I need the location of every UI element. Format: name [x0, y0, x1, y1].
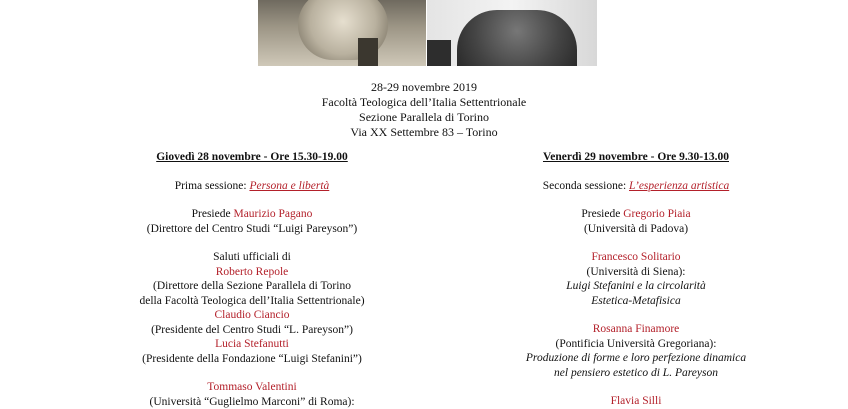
- greeting-3-role: (Presidente della Fondazione “Luigi Stefanini”): [80, 352, 424, 367]
- portrait-photo-left: [258, 0, 426, 66]
- day1-session-prefix: Prima sessione:: [175, 180, 250, 192]
- venue-line-1: Facoltà Teologica dell’Italia Settentrionale: [0, 95, 848, 110]
- greeting-1-role-b: della Facoltà Teologica dell’Italia Settentrionale): [80, 294, 424, 309]
- portrait-photo-right: [427, 0, 597, 66]
- day2-chair-role: (Università di Padova): [486, 222, 786, 237]
- day2-heading: Venerdì 29 novembre - Ore 9.30-13.00: [486, 150, 786, 165]
- venue-address: Via XX Settembre 83 – Torino: [0, 125, 848, 140]
- day1-chair-name: Maurizio Pagano: [233, 208, 312, 220]
- event-date: 28-29 novembre 2019: [0, 80, 848, 95]
- header-photos: [0, 0, 848, 66]
- day1-greetings-label: Saluti ufficiali di: [80, 250, 424, 265]
- day2-speaker-1-name: Francesco Solitario: [486, 250, 786, 265]
- greeting-2-name: Claudio Ciancio: [80, 308, 424, 323]
- day1-chair-prefix: Presiede: [192, 208, 234, 220]
- day2-session: [486, 179, 786, 194]
- program-day-1: [80, 150, 424, 409]
- day2-session-title: L’esperienza artistica: [629, 180, 729, 192]
- day1-heading: Giovedì 28 novembre - Ore 15.30-19.00: [80, 150, 424, 165]
- day2-speaker-1-affiliation: (Università di Siena):: [486, 265, 786, 280]
- greeting-1-role-a: (Direttore della Sezione Parallela di Torino: [80, 279, 424, 294]
- day1-speaker-1-affiliation: (Università “Guglielmo Marconi” di Roma):: [80, 395, 424, 409]
- day2-speaker-2-affiliation: (Pontificia Università Gregoriana):: [486, 337, 786, 352]
- day1-chair-role: (Direttore del Centro Studi “Luigi Pareyson”): [80, 222, 424, 237]
- greeting-1-name: Roberto Repole: [80, 265, 424, 280]
- day2-speaker-2-name: Rosanna Finamore: [486, 322, 786, 337]
- program-day-2: [486, 150, 786, 409]
- day2-chair-prefix: Presiede: [581, 208, 623, 220]
- day2-speaker-2-talk-a: Produzione di forme e loro perfezione dinamica: [486, 351, 786, 366]
- day2-chair-name: Gregorio Piaia: [623, 208, 690, 220]
- greeting-3-name: Lucia Stefanutti: [80, 337, 424, 352]
- day2-chair: [486, 207, 786, 222]
- day1-speaker-1-name: Tommaso Valentini: [80, 380, 424, 395]
- day2-speaker-3-name: Flavia Silli: [486, 394, 786, 409]
- day2-session-prefix: Seconda sessione:: [543, 180, 629, 192]
- greeting-2-role: (Presidente del Centro Studi “L. Pareyson”): [80, 323, 424, 338]
- day2-speaker-2-talk-b: nel pensiero estetico di L. Pareyson: [486, 366, 786, 381]
- event-info: [0, 80, 848, 140]
- day1-session-title: Persona e libertà: [249, 180, 329, 192]
- day2-speaker-1-talk-b: Estetica-Metafisica: [486, 294, 786, 309]
- day2-speaker-1-talk-a: Luigi Stefanini e la circolarità: [486, 279, 786, 294]
- venue-line-2: Sezione Parallela di Torino: [0, 110, 848, 125]
- day1-chair: [80, 207, 424, 222]
- day1-session: [80, 179, 424, 194]
